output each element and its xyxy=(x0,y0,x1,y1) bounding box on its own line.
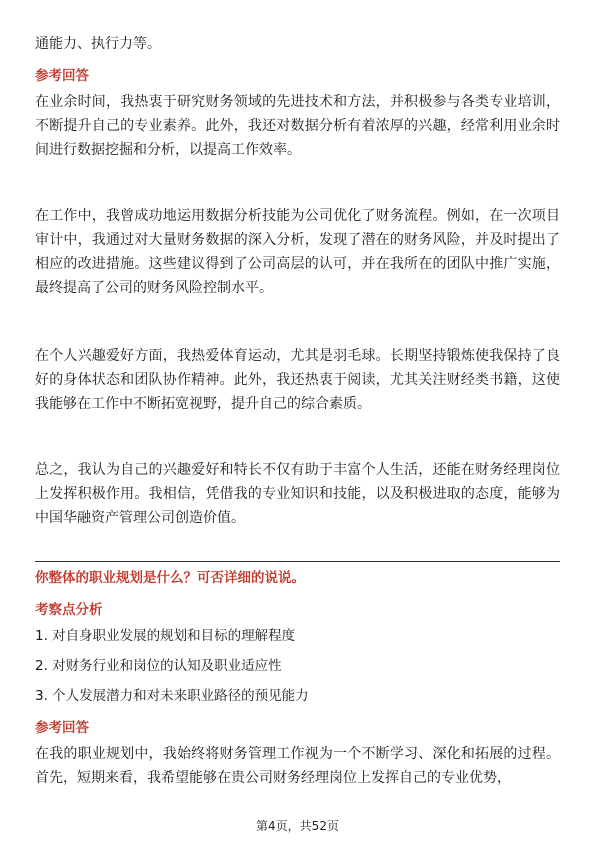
section-divider xyxy=(35,561,560,562)
list-item: 2. 对财务行业和岗位的认知及职业适应性 xyxy=(35,658,282,674)
answer2-heading xyxy=(35,718,560,738)
question-block xyxy=(35,568,560,588)
paragraph: 总之，我认为自己的兴趣爱好和特长不仅有助于丰富个人生活，还能在财务经理岗位上发挥积极作用。我相信，凭借我的专业知识和技能，以及积极进取的态度，能够为中国华融资产管理公司创造价值。 xyxy=(35,462,560,526)
paragraph: 在工作中，我曾成功地运用数据分析技能为公司优化了财务流程。例如，在一次项目审计中，我通过对大量财务数据的深入分析，发现了潜在的财务风险，并及时提出了相应的改进措施。这些建议得到了公司高层的认可，并在我所在的团队中推广实施，最终提高了公司的财务风险控制水平。 xyxy=(35,208,560,296)
answer1-paragraph-3 xyxy=(35,344,560,416)
answer1-paragraph-4 xyxy=(35,458,560,530)
page-number: 第4页，共52页 xyxy=(256,819,339,833)
list-item: 1. 对自身职业发展的规划和目标的理解程度 xyxy=(35,628,296,644)
question-title: 你整体的职业规划是什么？可否详细的说说。 xyxy=(35,570,305,586)
paragraph: 在我的职业规划中，我始终将财务管理工作视为一个不断学习、深化和拓展的过程。首先，短期来看，我希望能够在贵公司财务经理岗位上发挥自己的专业优势， xyxy=(35,746,560,786)
continuation-line xyxy=(35,32,560,56)
paragraph: 在业余时间，我热衷于研究财务领域的先进技术和方法，并积极参与各类专业培训，不断提升自己的专业素养。此外，我还对数据分析有着浓厚的兴趣，经常利用业余时间进行数据挖掘和分析，以提高工作效率。 xyxy=(35,94,560,158)
section-heading: 参考回答 xyxy=(35,68,89,84)
analysis-list xyxy=(35,626,560,706)
answer1-paragraph-1 xyxy=(35,90,560,162)
list-item: 3. 个人发展潜力和对未来职业路径的预见能力 xyxy=(35,688,309,704)
analysis-heading xyxy=(35,600,560,620)
paragraph: 在个人兴趣爱好方面，我热爱体育运动，尤其是羽毛球。长期坚持锻炼使我保持了良好的身体状态和团队协作精神。此外，我还热衷于阅读，尤其关注财经类书籍，这使我能够在工作中不断拓宽视野，提升自己的综合素质。 xyxy=(35,348,560,412)
section-heading: 考察点分析 xyxy=(35,602,103,618)
text-line: 通能力、执行力等。 xyxy=(35,36,161,52)
section-heading: 参考回答 xyxy=(35,720,89,736)
answer1-paragraph-2 xyxy=(35,204,560,300)
answer2-paragraph xyxy=(35,742,560,790)
answer1-heading xyxy=(35,66,560,86)
